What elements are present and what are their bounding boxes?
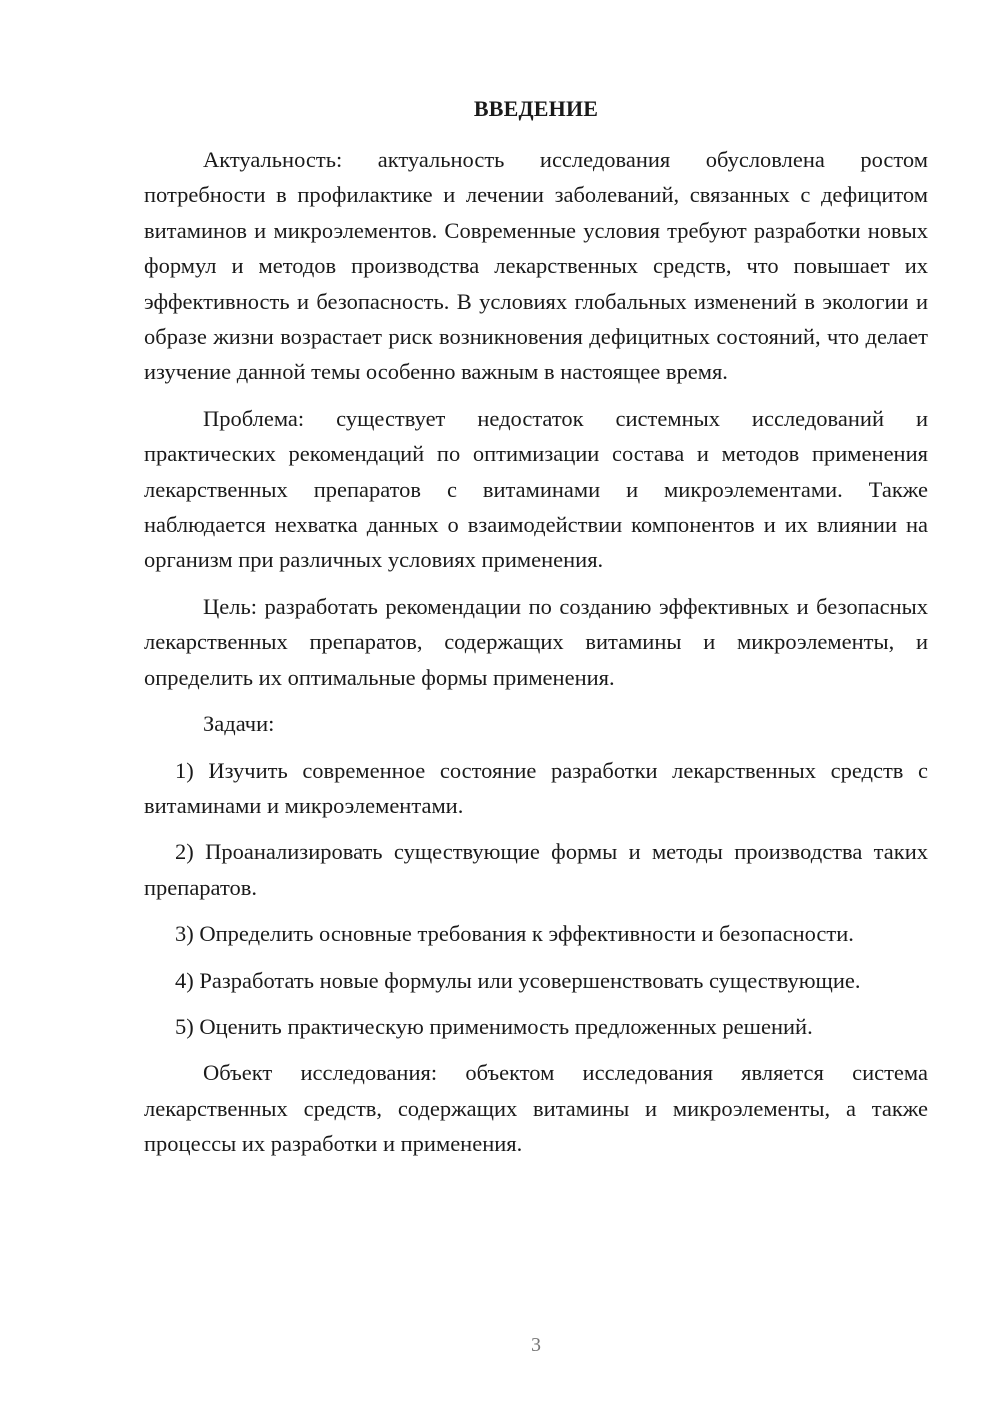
body-text bbox=[144, 142, 928, 1173]
paragraph-problem: Проблема: существует недостаток системных исследований и практических рекомендаций по оптимизации состава и методов применения лекарственных препаратов с витаминами и микроэлементами. Также наблюдается нехватка данных о взаимодействии компонентов и их влиянии на организм при различных условиях применения. bbox=[144, 405, 928, 573]
task-item: 5) Оценить практическую применимость предложенных решений. bbox=[175, 1013, 813, 1039]
section-title: ВВЕДЕНИЕ bbox=[473, 96, 599, 121]
task-item: 3) Определить основные требования к эффективности и безопасности. bbox=[175, 921, 854, 947]
task-item: 2) Проанализировать существующие формы и методы производства таких препаратов. bbox=[144, 839, 928, 900]
document-page bbox=[144, 0, 928, 1414]
paragraph-object: Объект исследования: объектом исследования является система лекарственных средств, содержащих витамины и микроэлементы, а также процессы их разработки и применения. bbox=[144, 1060, 928, 1157]
paragraph-goal: Цель: разработать рекомендации по созданию эффективных и безопасных лекарственных препаратов, содержащих витамины и микроэлементы, и определить их оптимальные формы применения. bbox=[144, 593, 928, 690]
task-item: 4) Разработать новые формулы или усовершенствовать существующие. bbox=[175, 967, 861, 993]
paragraph-relevance: Актуальность: актуальность исследования обусловлена ростом потребности в профилактике и лечении заболеваний, связанных с дефицитом витаминов и микроэлементов. Современные условия требуют разработки новых формул и методов производства лекарственных средств, что повышает их эффективность и безопасность. В условиях глобальных изменений в экологии и образе жизни возрастает риск возникновения дефицитных состояний, что делает изучение данной темы особенно важным в настоящее время. bbox=[144, 147, 928, 385]
page-number: 3 bbox=[531, 1334, 541, 1356]
task-item: 1) Изучить современное состояние разработки лекарственных средств с витаминами и микроэлементами. bbox=[144, 757, 928, 818]
tasks-label: Задачи: bbox=[203, 711, 275, 737]
